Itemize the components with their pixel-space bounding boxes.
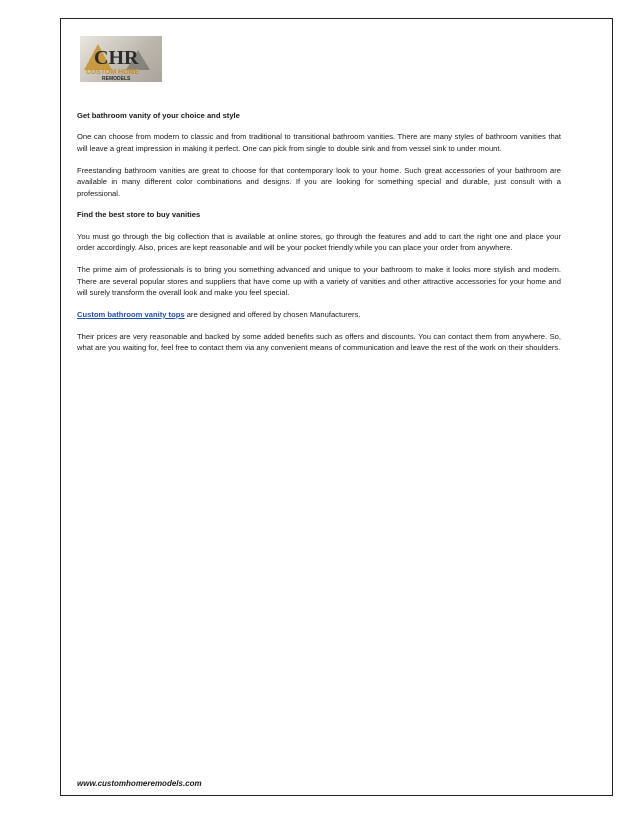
paragraph-vanity-tops xyxy=(77,309,561,320)
paragraph-online-stores: You must go through the big collection that is available at online stores, go through the features and add to cart the right one and place your order accordingly. Also, prices are kept reasonable and will be your pocket friendly while you can place your order from anywhere. xyxy=(77,231,561,253)
paragraph-freestanding: Freestanding bathroom vanities are great to choose for that contemporary look to your home. Such great accessories of your bathroom are available in many different color combinations and designs. If you are looking for something special and durable, just consult with a professional. xyxy=(77,165,561,198)
section-heading-best-store: Find the best store to buy vanities xyxy=(77,210,201,220)
logo-wordmark-2: REMODELS xyxy=(102,76,131,82)
vanity-tops-suffix: are designed and offered by chosen Manufacturers. xyxy=(184,309,361,319)
paragraph-prices: Their prices are very reasonable and backed by some added benefits such as offers and discounts. You can contact them from anywhere. So, what are you waiting for, feel free to contact them via any convenient means of communication and leave the rest of the work on their shoulders. xyxy=(77,331,561,353)
paragraph-professionals: The prime aim of professionals is to bring you something advanced and unique to your bathroom to make it looks more stylish and modern. There are several popular stores and suppliers that have come up with a variety of vanities and other attractive accessories for your home and will surely transform the overall look and make you feel special. xyxy=(77,265,561,297)
logo-monogram: CHR xyxy=(94,47,139,69)
article-content xyxy=(77,110,561,364)
footer-url: www.customhomeremodels.com xyxy=(77,779,202,788)
section-heading-vanity-choice: Get bathroom vanity of your choice and style xyxy=(77,111,240,120)
vanity-tops-link[interactable]: Custom bathroom vanity tops xyxy=(77,309,185,319)
company-logo xyxy=(80,36,162,82)
paragraph-styles: One can choose from modern to classic and from traditional to transitional bathroom vanities. There are many styles of bathroom vanities that will leave a great impression in making it perfect. One can pick from single to double sink and from vessel sink to under mount. xyxy=(77,132,561,153)
logo-graphic xyxy=(80,36,162,82)
logo-wordmark-1: CUSTOM HOME xyxy=(86,69,140,76)
